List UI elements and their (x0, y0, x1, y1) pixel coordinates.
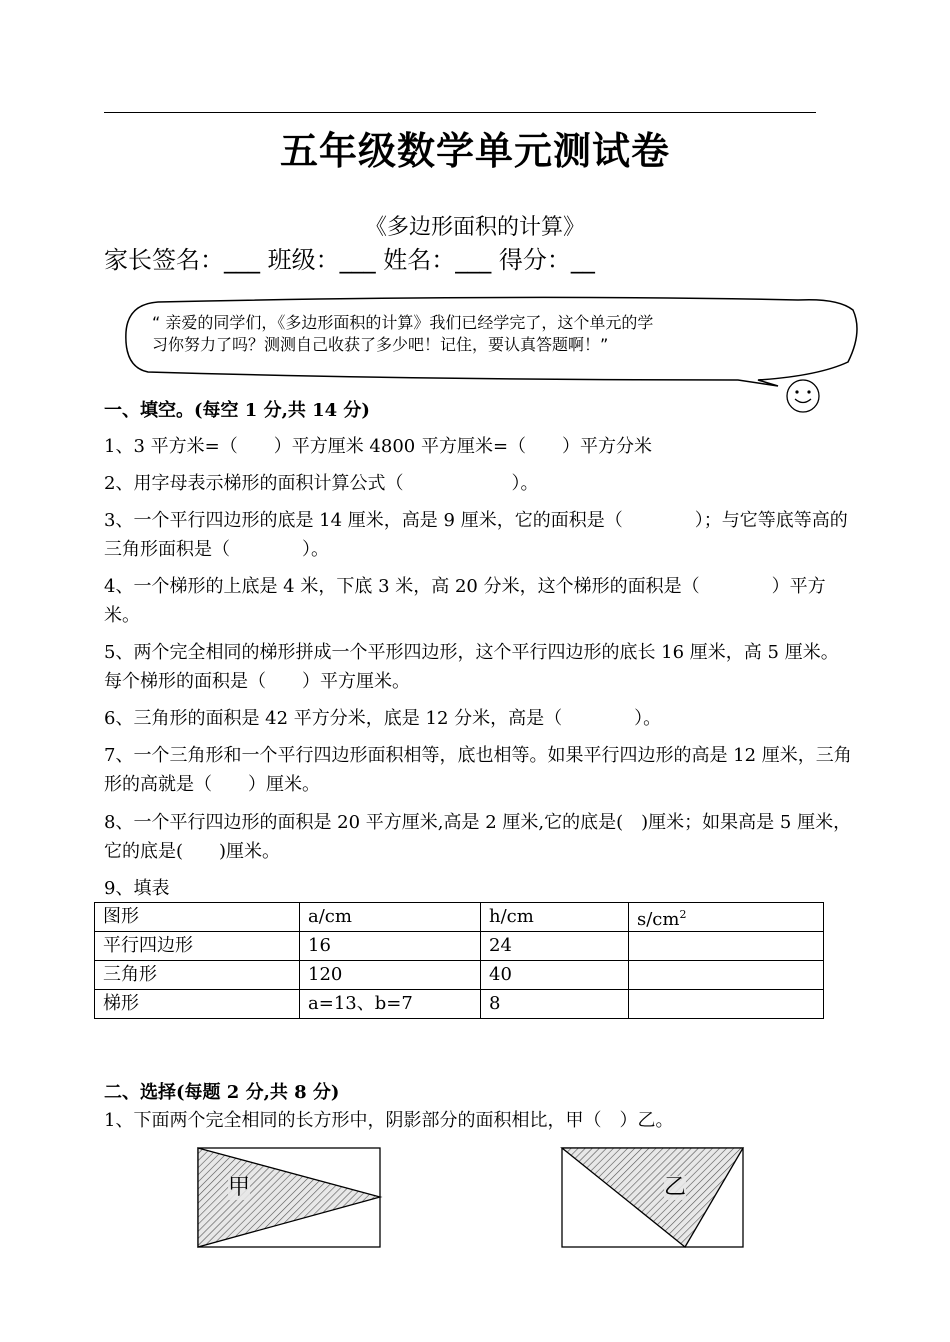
label-yi: 乙 (664, 1175, 687, 1200)
table-cell: 120 (300, 961, 481, 990)
table-answer-cell[interactable] (629, 932, 824, 961)
page-title: 五年级数学单元测试卷 (279, 129, 670, 173)
table-cell: 三角形 (95, 961, 300, 990)
question-1-6: 6、三角形的面积是 42 平方分米，底是 12 分米，高是（ ）。 (104, 708, 662, 729)
section2-heading: 二、选择(每题 2 分,共 8 分) (104, 1082, 340, 1103)
bubble-line-1: “ 亲爱的同学们，《多边形面积的计算》我们已经学完了，这个单元的学 (152, 313, 654, 332)
unit-superscript: 2 (679, 907, 687, 921)
table-cell: 8 (481, 990, 629, 1019)
question-1-2: 2、用字母表示梯形的面积计算公式（ ）。 (104, 473, 539, 494)
table-header-cell: a/cm (300, 903, 481, 932)
question-1-4: 4、一个梯形的上底是 4 米，下底 3 米，高 20 分米，这个梯形的面积是（ ）平方米。 (104, 576, 826, 626)
table-cell: a=13、b=7 (300, 990, 481, 1019)
top-rule (104, 112, 816, 113)
question-1-3: 3、一个平行四边形的底是 14 厘米，高是 9 厘米，它的面积是（ ）；与它等底等高的三角形面积是（ ）。 (104, 510, 848, 560)
table-header-row (95, 903, 824, 932)
question-1-7: 7、一个三角形和一个平行四边形面积相等，底也相等。如果平行四边形的高是 12 厘米，三角形的高就是（ ）厘米。 (104, 745, 852, 795)
question-1-5: 5、两个完全相同的梯形拼成一个平形四边形，这个平行四边形的底长 16 厘米，高 5 厘米。每个梯形的面积是（ ）平方厘米。 (104, 642, 839, 692)
table-cell: 24 (481, 932, 629, 961)
question-2-1: 1、下面两个完全相同的长方形中，阴影部分的面积相比，甲（ ）乙。 (104, 1110, 674, 1131)
smiley-face-icon (784, 378, 824, 414)
table-cell: 16 (300, 932, 481, 961)
table-cell: 梯形 (95, 990, 300, 1019)
bubble-text (152, 312, 842, 356)
section1-heading: 一、填空。(每空 1 分,共 14 分) (104, 400, 370, 421)
rectangle-jia (198, 1148, 380, 1247)
table-row (95, 990, 824, 1019)
question-1-8: 8、一个平行四边形的面积是 20 平方厘米,高是 2 厘米,它的底是( )厘米；如果高是 5 厘米，它的底是( )厘米。 (104, 812, 852, 862)
bubble-line-2: 习你努力了吗？测测自己收获了多少吧！记住，要认真答题啊！” (152, 335, 609, 354)
table-row (95, 932, 824, 961)
fill-in-table (94, 902, 824, 1019)
table-cell: 平行四边形 (95, 932, 300, 961)
table-answer-cell[interactable] (629, 961, 824, 990)
table-answer-cell[interactable] (629, 990, 824, 1019)
label-jia: 甲 (228, 1175, 251, 1200)
question-1-1: 1、3 平方米=（ ）平方厘米 4800 平方厘米=（ ）平方分米 (104, 436, 653, 457)
table-row (95, 961, 824, 990)
table-header-cell (629, 903, 824, 932)
rectangle-yi (562, 1148, 743, 1247)
table-cell: 40 (481, 961, 629, 990)
unit-subtitle: 《多边形面积的计算》 (364, 215, 585, 240)
student-info-line: 家长签名：___ 班级：___ 姓名：___ 得分：__ (104, 246, 595, 274)
area-unit: s/cm (637, 908, 680, 930)
table-header-cell: h/cm (481, 903, 629, 932)
question-1-9: 9、填表 (104, 878, 170, 899)
table-header-cell: 图形 (95, 903, 300, 932)
